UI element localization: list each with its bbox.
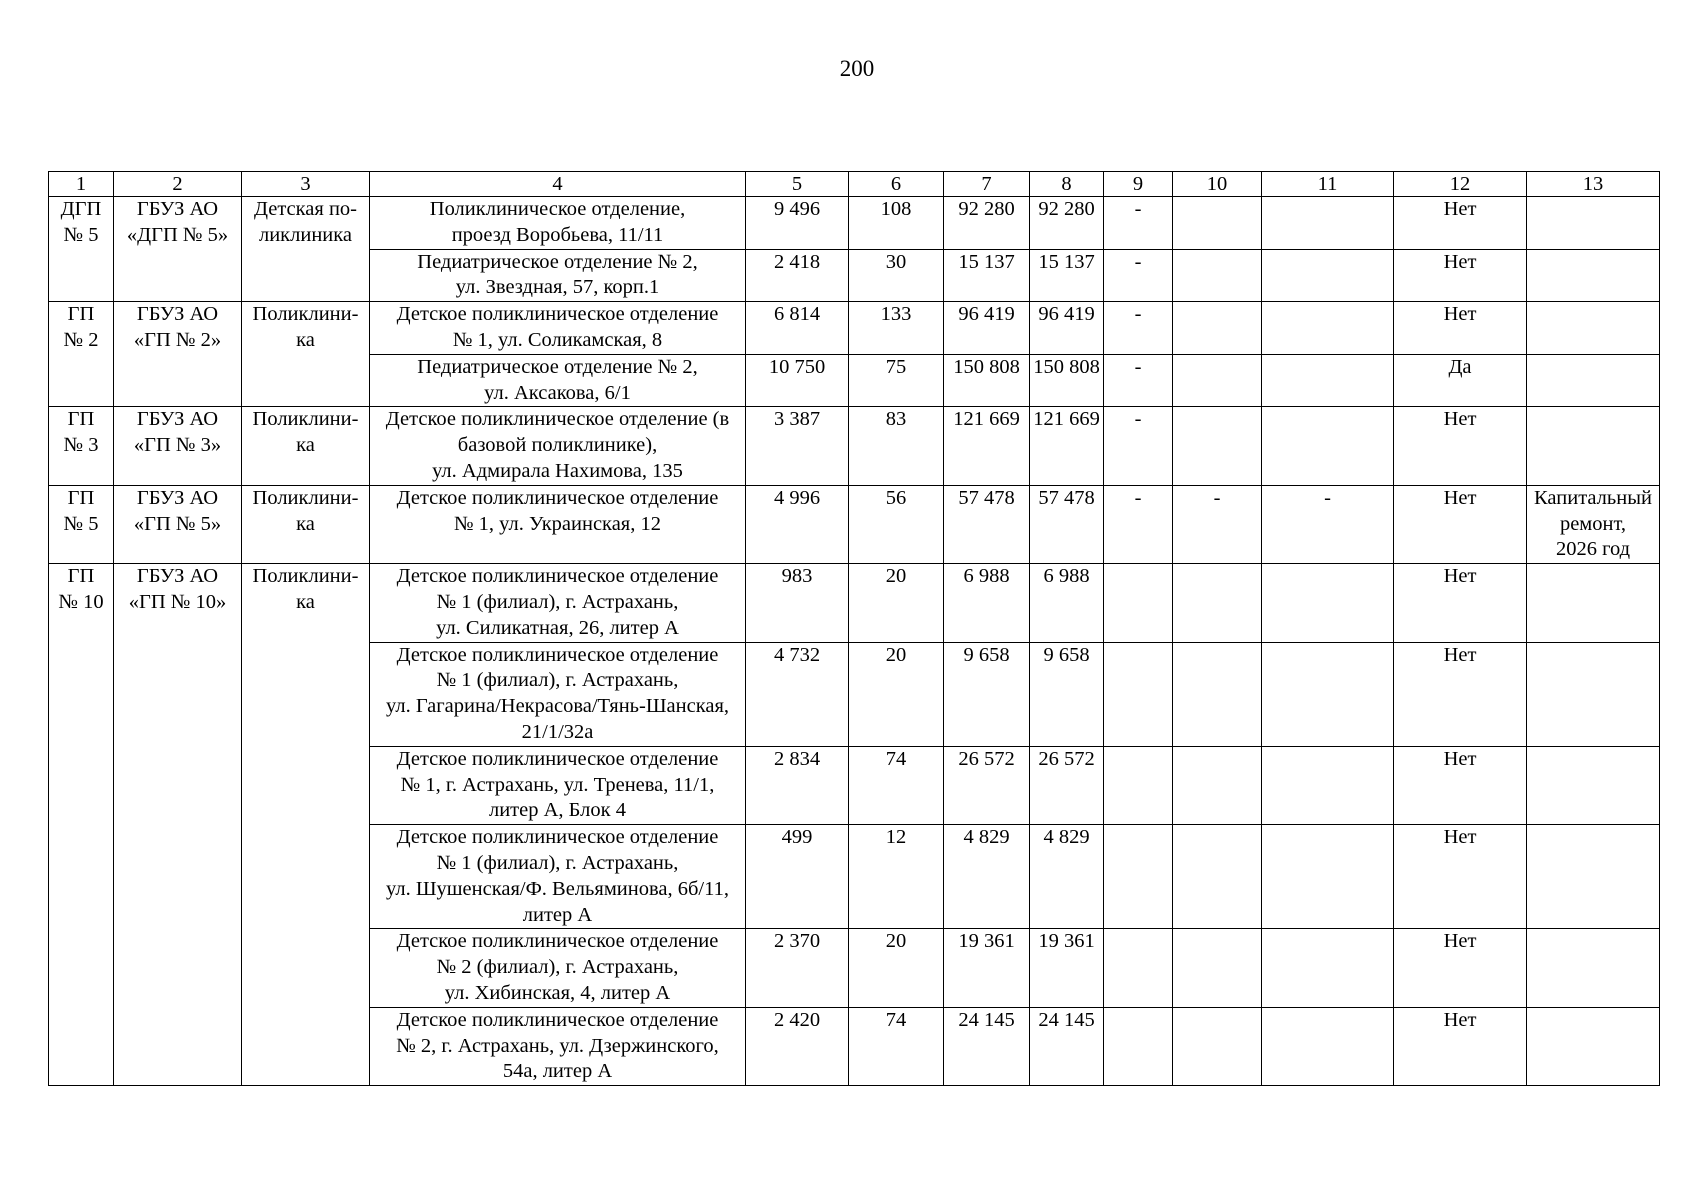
column-number-5: 5: [746, 172, 849, 197]
value-col-7: 4 829: [944, 825, 1030, 929]
value-col-10: [1173, 825, 1262, 929]
value-col-6: 83: [849, 407, 944, 485]
facilities-table: [48, 171, 1660, 1086]
column-number-7: 7: [944, 172, 1030, 197]
department-address: Детское поликлиническое отделение № 1, ул. Соликамская, 8: [370, 302, 746, 355]
value-col-11: [1262, 825, 1394, 929]
value-col-6: 75: [849, 354, 944, 407]
value-col-9: [1104, 642, 1173, 746]
value-col-10: [1173, 249, 1262, 302]
value-col-5: 6 814: [746, 302, 849, 355]
value-col-9: -: [1104, 302, 1173, 355]
institution-code: ДГП № 5: [49, 197, 114, 302]
value-col-12: Нет: [1394, 249, 1527, 302]
value-col-13: Капитальный ремонт, 2026 год: [1527, 485, 1660, 563]
value-col-5: 983: [746, 564, 849, 642]
value-col-12: Да: [1394, 354, 1527, 407]
value-col-5: 2 370: [746, 929, 849, 1007]
value-col-10: [1173, 564, 1262, 642]
institution-name: ГБУЗ АО «ДГП № 5»: [114, 197, 242, 302]
value-col-13: [1527, 1007, 1660, 1085]
value-col-6: 20: [849, 642, 944, 746]
value-col-12: Нет: [1394, 564, 1527, 642]
value-col-9: -: [1104, 485, 1173, 563]
table-row: [49, 197, 1660, 250]
value-col-13: [1527, 564, 1660, 642]
column-number-10: 10: [1173, 172, 1262, 197]
value-col-12: Нет: [1394, 197, 1527, 250]
value-col-9: [1104, 564, 1173, 642]
value-col-7: 150 808: [944, 354, 1030, 407]
value-col-7: 96 419: [944, 302, 1030, 355]
value-col-11: [1262, 407, 1394, 485]
value-col-8: 57 478: [1030, 485, 1104, 563]
value-col-5: 3 387: [746, 407, 849, 485]
value-col-9: [1104, 746, 1173, 824]
value-col-13: [1527, 249, 1660, 302]
department-address: Детское поликлиническое отделение № 2 (филиал), г. Астрахань, ул. Хибинская, 4, литер А: [370, 929, 746, 1007]
value-col-8: 121 669: [1030, 407, 1104, 485]
institution-name: ГБУЗ АО «ГП № 10»: [114, 564, 242, 1086]
value-col-9: -: [1104, 249, 1173, 302]
value-col-11: [1262, 564, 1394, 642]
value-col-12: Нет: [1394, 746, 1527, 824]
value-col-8: 92 280: [1030, 197, 1104, 250]
value-col-13: [1527, 354, 1660, 407]
value-col-13: [1527, 825, 1660, 929]
department-address: Детское поликлиническое отделение № 1, г. Астрахань, ул. Тренева, 11/1, литер А, Блок 4: [370, 746, 746, 824]
value-col-9: -: [1104, 197, 1173, 250]
column-number-12: 12: [1394, 172, 1527, 197]
value-col-6: 74: [849, 746, 944, 824]
value-col-11: [1262, 249, 1394, 302]
value-col-5: 2 834: [746, 746, 849, 824]
value-col-11: -: [1262, 485, 1394, 563]
value-col-10: [1173, 929, 1262, 1007]
value-col-13: [1527, 197, 1660, 250]
column-number-6: 6: [849, 172, 944, 197]
value-col-11: [1262, 929, 1394, 1007]
value-col-6: 133: [849, 302, 944, 355]
department-address: Педиатрическое отделение № 2, ул. Звездная, 57, корп.1: [370, 249, 746, 302]
institution-name: ГБУЗ АО «ГП № 2»: [114, 302, 242, 407]
department-address: Поликлиническое отделение, проезд Воробьева, 11/11: [370, 197, 746, 250]
value-col-9: [1104, 929, 1173, 1007]
department-address: Детское поликлиническое отделение № 1 (филиал), г. Астрахань, ул. Силикатная, 26, литер А: [370, 564, 746, 642]
value-col-6: 20: [849, 564, 944, 642]
value-col-5: 4 732: [746, 642, 849, 746]
column-number-3: 3: [242, 172, 370, 197]
institution-code: ГП № 5: [49, 485, 114, 563]
value-col-10: [1173, 407, 1262, 485]
value-col-6: 30: [849, 249, 944, 302]
value-col-10: [1173, 746, 1262, 824]
value-col-12: Нет: [1394, 485, 1527, 563]
column-number-4: 4: [370, 172, 746, 197]
department-address: Детское поликлиническое отделение № 1 (филиал), г. Астрахань, ул. Гагарина/Некрасова/Тянь-Шанская, 21/1/32а: [370, 642, 746, 746]
institution-type: Поликлини- ка: [242, 485, 370, 563]
value-col-9: -: [1104, 407, 1173, 485]
value-col-12: Нет: [1394, 407, 1527, 485]
value-col-7: 19 361: [944, 929, 1030, 1007]
value-col-7: 15 137: [944, 249, 1030, 302]
value-col-11: [1262, 642, 1394, 746]
column-number-1: 1: [49, 172, 114, 197]
value-col-8: 26 572: [1030, 746, 1104, 824]
column-number-8: 8: [1030, 172, 1104, 197]
value-col-10: [1173, 197, 1262, 250]
value-col-11: [1262, 746, 1394, 824]
table-row: [49, 485, 1660, 563]
column-number-13: 13: [1527, 172, 1660, 197]
department-address: Детское поликлиническое отделение № 1, ул. Украинская, 12: [370, 485, 746, 563]
value-col-7: 24 145: [944, 1007, 1030, 1085]
value-col-6: 108: [849, 197, 944, 250]
value-col-7: 9 658: [944, 642, 1030, 746]
value-col-13: [1527, 642, 1660, 746]
table-row: [49, 564, 1660, 642]
value-col-10: [1173, 354, 1262, 407]
value-col-9: -: [1104, 354, 1173, 407]
value-col-6: 56: [849, 485, 944, 563]
value-col-5: 2 420: [746, 1007, 849, 1085]
value-col-11: [1262, 354, 1394, 407]
value-col-13: [1527, 407, 1660, 485]
column-number-row: [49, 172, 1660, 197]
value-col-10: [1173, 1007, 1262, 1085]
value-col-8: 15 137: [1030, 249, 1104, 302]
department-address: Детское поликлиническое отделение № 2, г. Астрахань, ул. Дзержинского, 54а, литер А: [370, 1007, 746, 1085]
value-col-12: Нет: [1394, 1007, 1527, 1085]
institution-name: ГБУЗ АО «ГП № 5»: [114, 485, 242, 563]
value-col-11: [1262, 1007, 1394, 1085]
value-col-5: 9 496: [746, 197, 849, 250]
value-col-8: 96 419: [1030, 302, 1104, 355]
value-col-7: 92 280: [944, 197, 1030, 250]
value-col-7: 26 572: [944, 746, 1030, 824]
department-address: Детское поликлиническое отделение (в базовой поликлинике), ул. Адмирала Нахимова, 135: [370, 407, 746, 485]
value-col-7: 57 478: [944, 485, 1030, 563]
table-body: [49, 172, 1660, 1086]
value-col-13: [1527, 302, 1660, 355]
value-col-13: [1527, 746, 1660, 824]
institution-type: Поликлини- ка: [242, 302, 370, 407]
column-number-11: 11: [1262, 172, 1394, 197]
value-col-12: Нет: [1394, 642, 1527, 746]
value-col-6: 12: [849, 825, 944, 929]
department-address: Педиатрическое отделение № 2, ул. Аксакова, 6/1: [370, 354, 746, 407]
value-col-6: 20: [849, 929, 944, 1007]
value-col-12: Нет: [1394, 929, 1527, 1007]
institution-code: ГП № 3: [49, 407, 114, 485]
value-col-5: 10 750: [746, 354, 849, 407]
value-col-9: [1104, 1007, 1173, 1085]
page-number: 200: [839, 56, 875, 81]
value-col-8: 19 361: [1030, 929, 1104, 1007]
value-col-8: 9 658: [1030, 642, 1104, 746]
column-number-9: 9: [1104, 172, 1173, 197]
institution-code: ГП № 10: [49, 564, 114, 1086]
value-col-6: 74: [849, 1007, 944, 1085]
department-address: Детское поликлиническое отделение № 1 (филиал), г. Астрахань, ул. Шушенская/Ф. Вельяминова, 6б/11, литер А: [370, 825, 746, 929]
column-number-2: 2: [114, 172, 242, 197]
value-col-7: 6 988: [944, 564, 1030, 642]
institution-type: Детская по- ликлиника: [242, 197, 370, 302]
value-col-5: 4 996: [746, 485, 849, 563]
value-col-11: [1262, 197, 1394, 250]
value-col-10: [1173, 642, 1262, 746]
value-col-10: -: [1173, 485, 1262, 563]
value-col-8: 150 808: [1030, 354, 1104, 407]
value-col-9: [1104, 825, 1173, 929]
value-col-12: Нет: [1394, 302, 1527, 355]
institution-type: Поликлини- ка: [242, 564, 370, 1086]
value-col-8: 6 988: [1030, 564, 1104, 642]
institution-type: Поликлини- ка: [242, 407, 370, 485]
value-col-5: 499: [746, 825, 849, 929]
table-row: [49, 407, 1660, 485]
value-col-12: Нет: [1394, 825, 1527, 929]
value-col-10: [1173, 302, 1262, 355]
value-col-11: [1262, 302, 1394, 355]
value-col-8: 24 145: [1030, 1007, 1104, 1085]
institution-code: ГП № 2: [49, 302, 114, 407]
value-col-5: 2 418: [746, 249, 849, 302]
value-col-13: [1527, 929, 1660, 1007]
value-col-8: 4 829: [1030, 825, 1104, 929]
institution-name: ГБУЗ АО «ГП № 3»: [114, 407, 242, 485]
value-col-7: 121 669: [944, 407, 1030, 485]
table-row: [49, 302, 1660, 355]
